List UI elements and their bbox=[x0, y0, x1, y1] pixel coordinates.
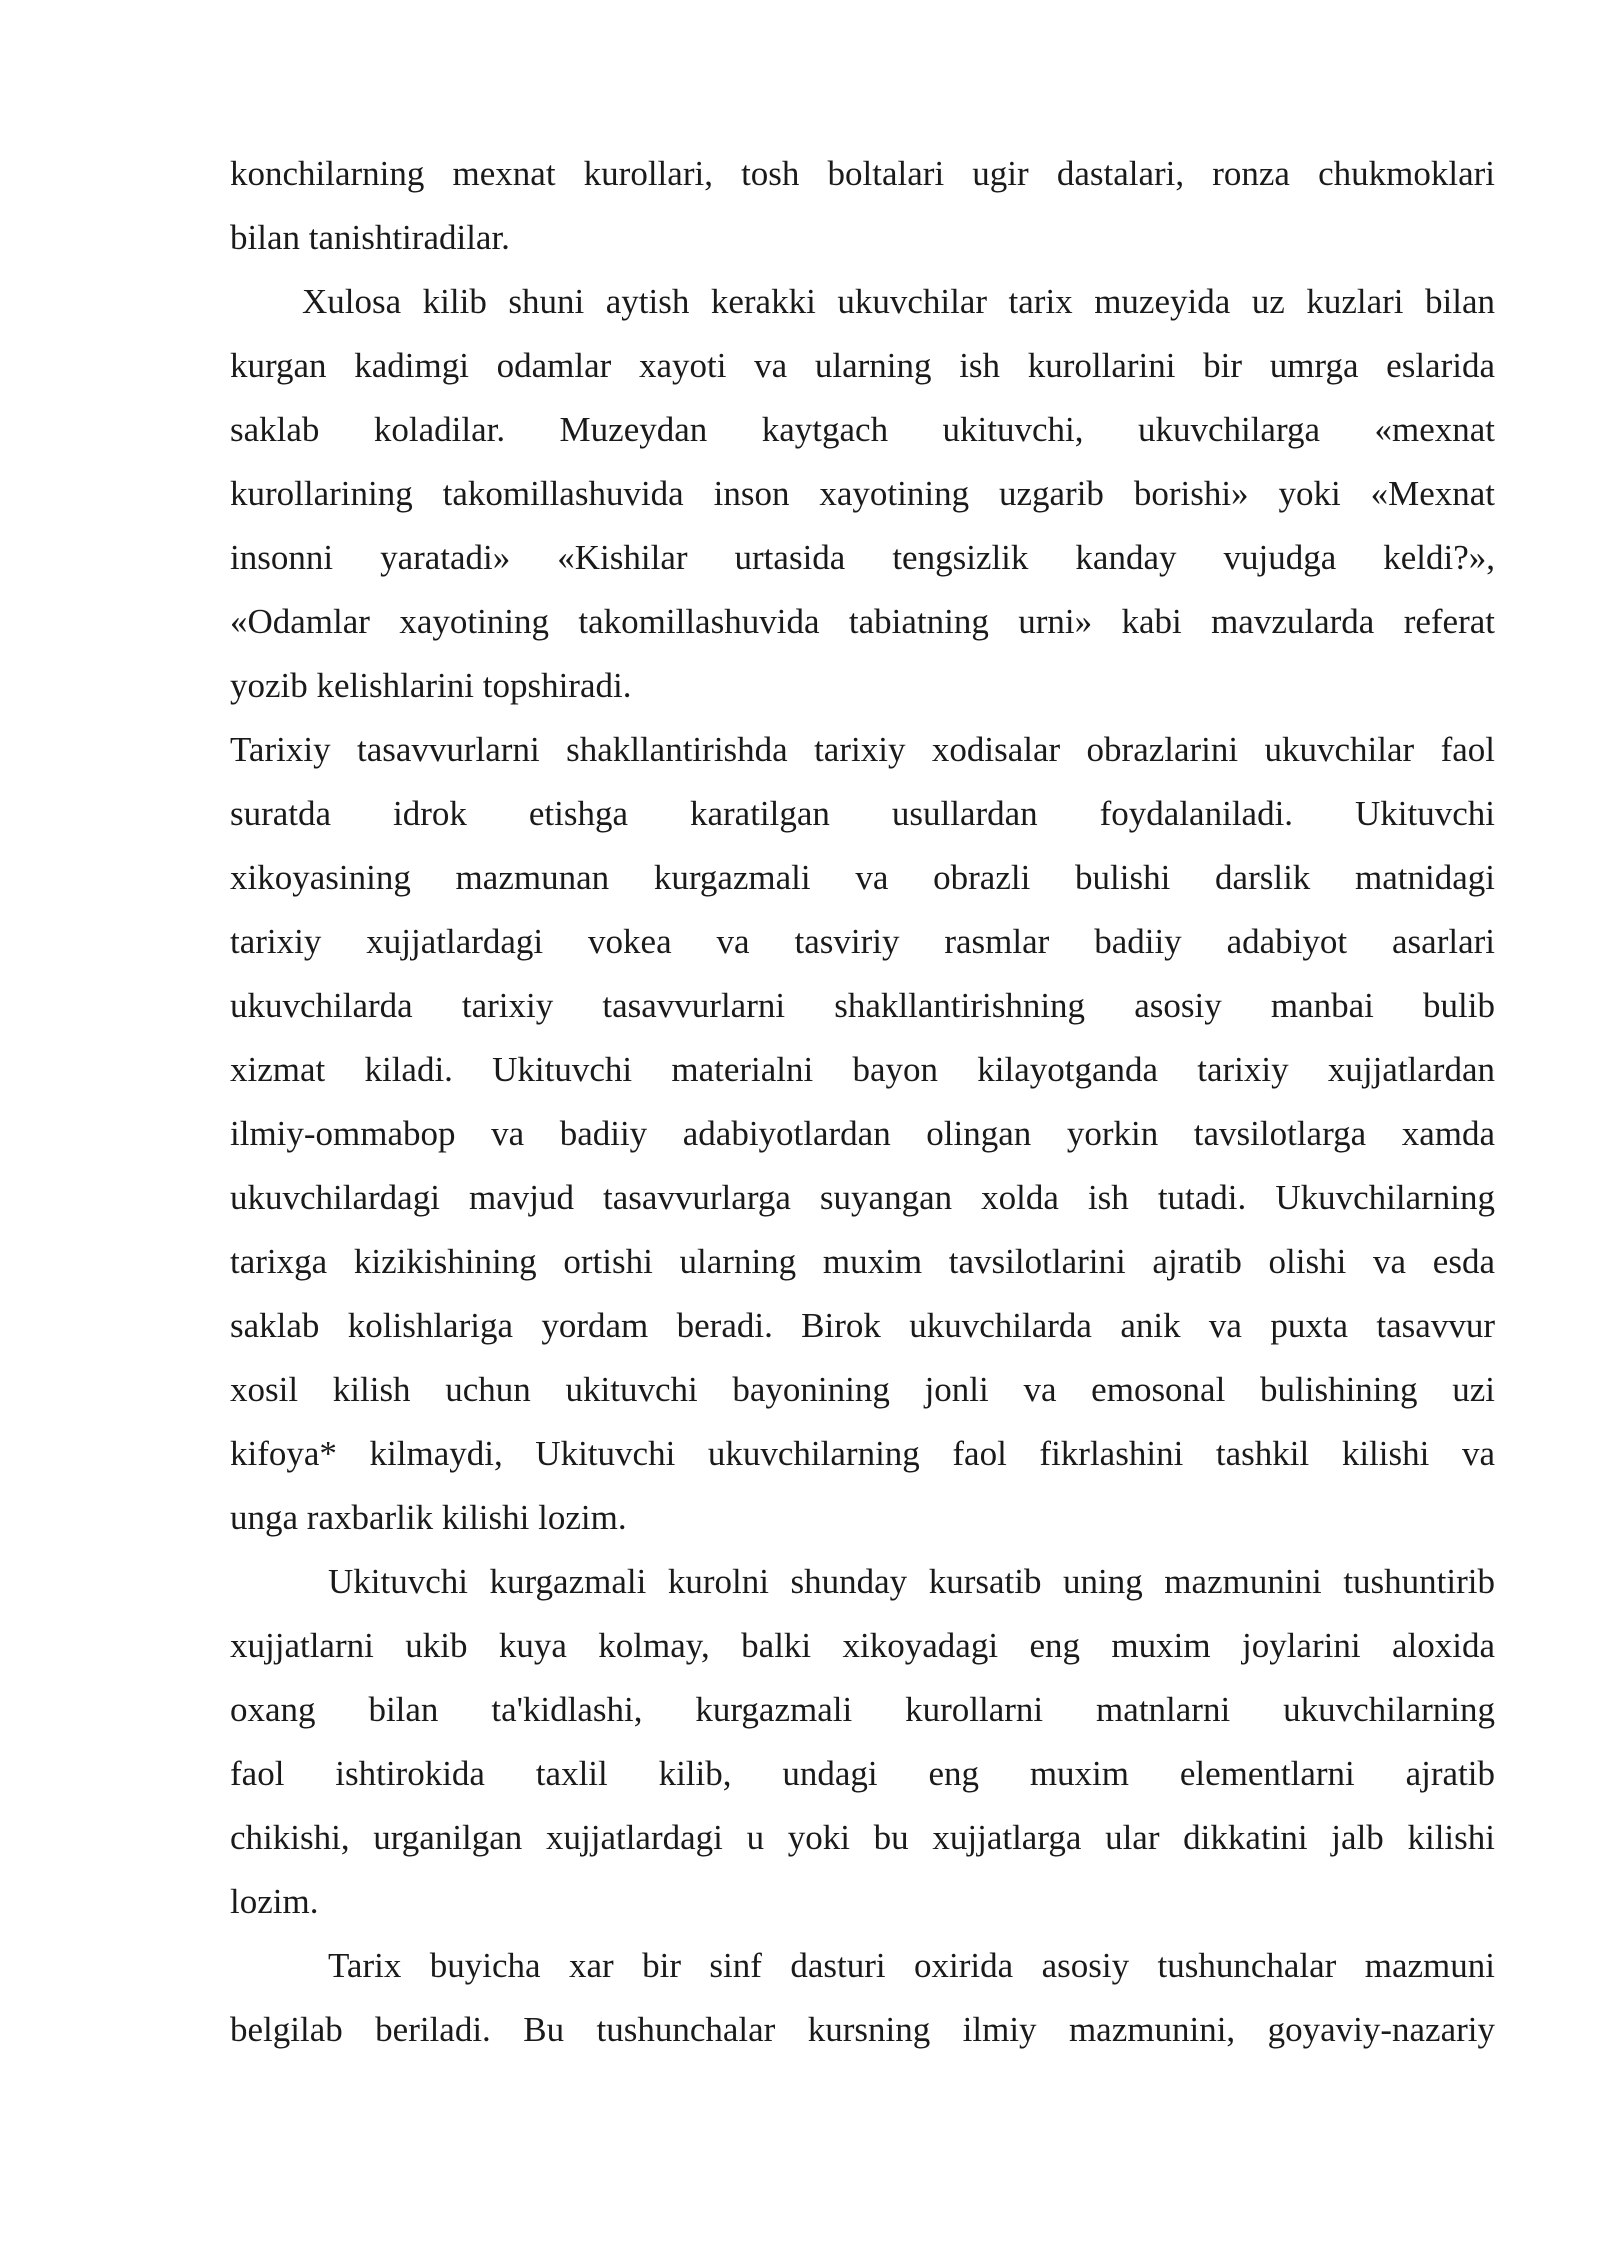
text-line: belgilab beriladi. Bu tushunchalar kursning ilmiy mazmunini, goyaviy-nazariy bbox=[230, 2010, 1495, 2049]
text-line: xizmat kiladi. Ukituvchi materialni bayon kilayotganda tarixiy xujjatlardan bbox=[230, 1050, 1495, 1089]
text-line: Tarixiy tasavvurlarni shakllantirishda tarixiy xodisalar obrazlarini ukuvchilar faol bbox=[230, 730, 1495, 769]
text-line: bilan tanishtiradilar. bbox=[230, 218, 510, 257]
text-line: ukuvchilardagi mavjud tasavvurlarga suyangan xolda ish tutadi. Ukuvchilarning bbox=[230, 1178, 1495, 1217]
text-line: xikoyasining mazmunan kurgazmali va obrazli bulishi darslik matnidagi bbox=[230, 858, 1495, 897]
text-line: konchilarning mexnat kurollari, tosh boltalari ugir dastalari, ronza chukmoklari bbox=[230, 154, 1495, 193]
text-line: Tarix buyicha xar bir sinf dasturi oxirida asosiy tushunchalar mazmuni bbox=[328, 1946, 1495, 1985]
text-line: chikishi, urganilgan xujjatlardagi u yoki bu xujjatlarga ular dikkatini jalb kilishi bbox=[230, 1818, 1495, 1857]
text-line: lozim. bbox=[230, 1882, 319, 1921]
body-text bbox=[230, 142, 1495, 2062]
text-line: insonni yaratadi» «Kishilar urtasida tengsizlik kanday vujudga keldi?», bbox=[230, 538, 1495, 577]
text-line: kurollarining takomillashuvida inson xayotining uzgarib borishi» yoki «Mexnat bbox=[230, 474, 1495, 513]
text-line: saklab kolishlariga yordam beradi. Birok ukuvchilarda anik va puxta tasavvur bbox=[230, 1306, 1495, 1345]
text-line: Ukituvchi kurgazmali kurolni shunday kursatib uning mazmunini tushuntirib bbox=[328, 1562, 1495, 1601]
text-line: oxang bilan ta'kidlashi, kurgazmali kurollarni matnlarni ukuvchilarning bbox=[230, 1690, 1495, 1729]
text-line: xujjatlarni ukib kuya kolmay, balki xikoyadagi eng muxim joylarini aloxida bbox=[230, 1626, 1495, 1665]
text-line: ilmiy-ommabop va badiiy adabiyotlardan olingan yorkin tavsilotlarga xamda bbox=[230, 1114, 1495, 1153]
text-line: «Odamlar xayotining takomillashuvida tabiatning urni» kabi mavzularda referat bbox=[230, 602, 1495, 641]
text-line: unga raxbarlik kilishi lozim. bbox=[230, 1498, 627, 1537]
text-line: ukuvchilarda tarixiy tasavvurlarni shakllantirishning asosiy manbai bulib bbox=[230, 986, 1495, 1025]
text-line: xosil kilish uchun ukituvchi bayonining jonli va emosonal bulishining uzi bbox=[230, 1370, 1495, 1409]
text-line: tarixiy xujjatlardagi vokea va tasviriy rasmlar badiiy adabiyot asarlari bbox=[230, 922, 1495, 961]
text-line: kifoya* kilmaydi, Ukituvchi ukuvchilarning faol fikrlashini tashkil kilishi va bbox=[230, 1434, 1495, 1473]
text-line: Xulosa kilib shuni aytish kerakki ukuvchilar tarix muzeyida uz kuzlari bilan bbox=[302, 282, 1495, 321]
text-line: yozib kelishlarini topshiradi. bbox=[230, 666, 632, 705]
text-line: tarixga kizikishining ortishi ularning muxim tavsilotlarini ajratib olishi va esda bbox=[230, 1242, 1495, 1281]
text-line: kurgan kadimgi odamlar xayoti va ularning ish kurollarini bir umrga eslarida bbox=[230, 346, 1495, 385]
text-line: faol ishtirokida taxlil kilib, undagi eng muxim elementlarni ajratib bbox=[230, 1754, 1495, 1793]
text-line: suratda idrok etishga karatilgan usullardan foydalaniladi. Ukituvchi bbox=[230, 794, 1495, 833]
text-line: saklab koladilar. Muzeydan kaytgach ukituvchi, ukuvchilarga «mexnat bbox=[230, 410, 1495, 449]
